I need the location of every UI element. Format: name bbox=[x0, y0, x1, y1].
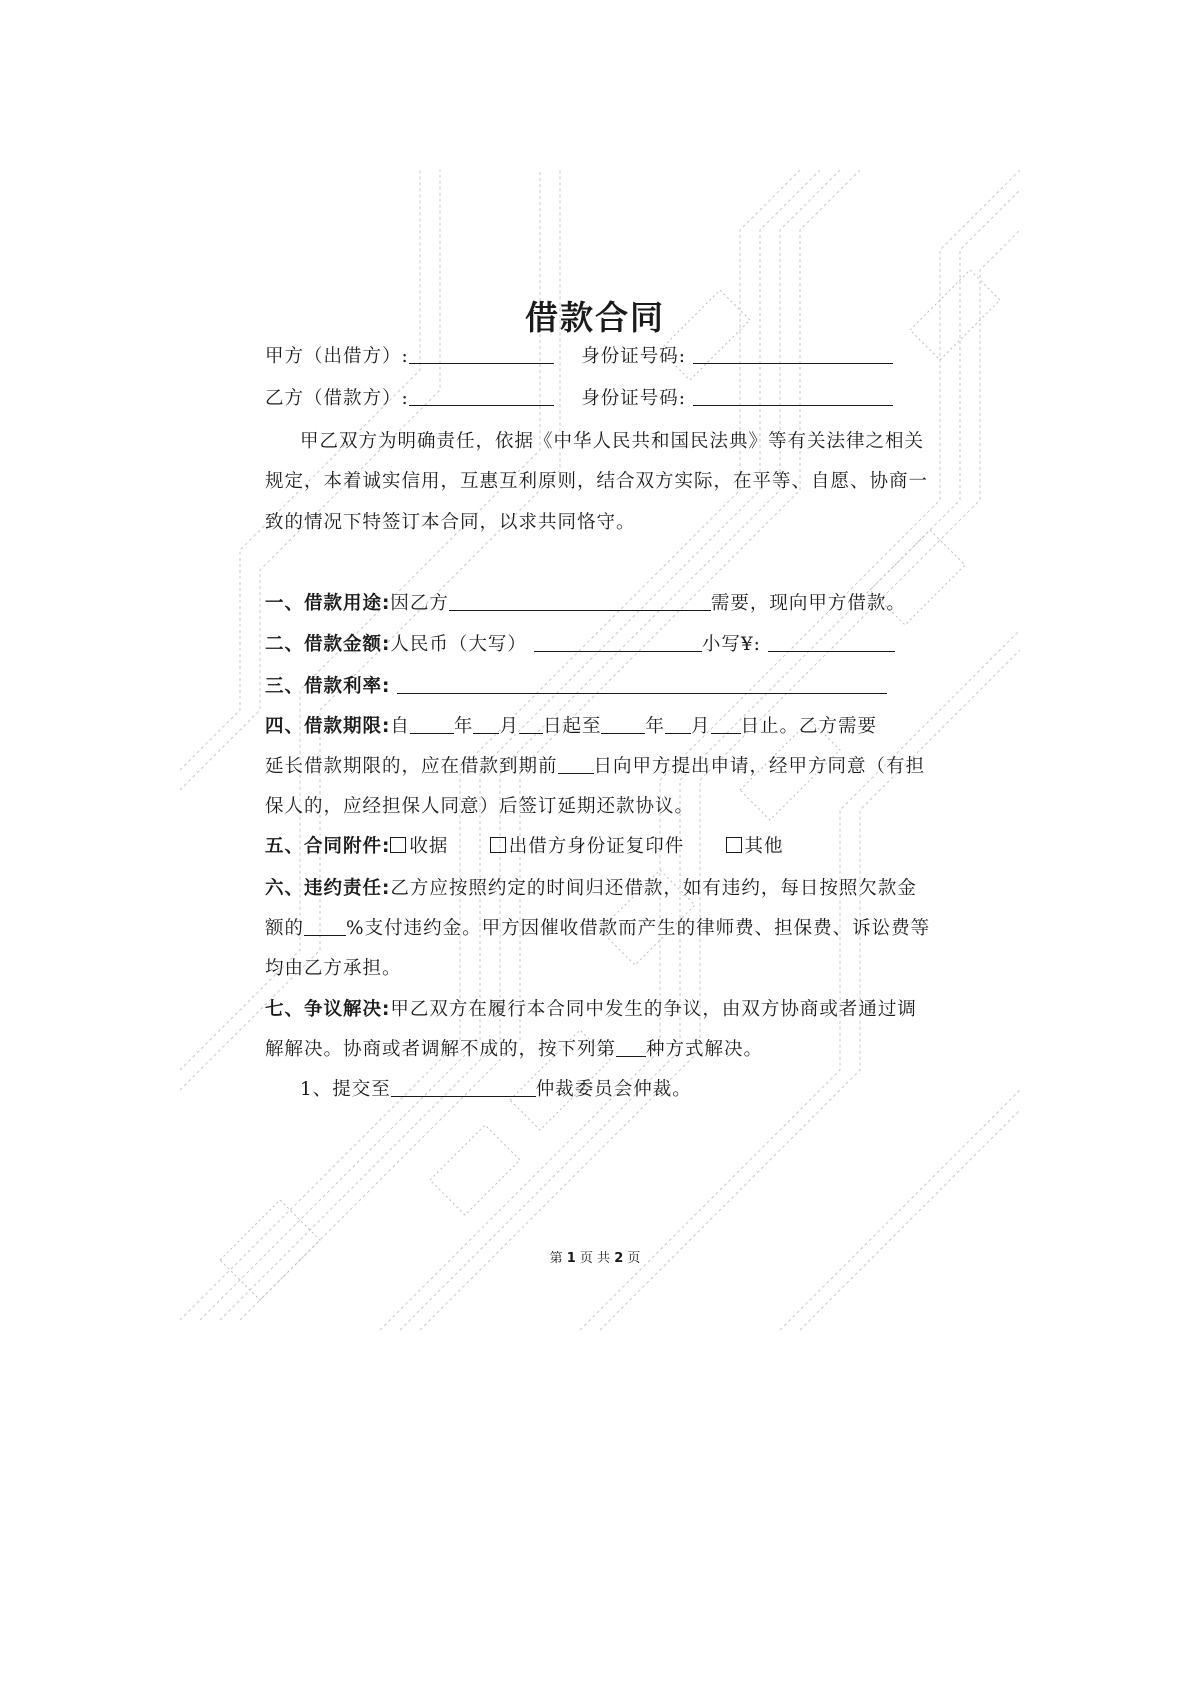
section-term bbox=[265, 715, 877, 739]
dispute-line-1: 甲乙双方在履行本合同中发生的争议，由双方协商或者通过调 bbox=[390, 999, 917, 1020]
party-a-label: 甲方（出借方）: bbox=[265, 346, 409, 367]
section-liability-heading: 六、违约责任: bbox=[265, 878, 391, 899]
party-b-name-field[interactable] bbox=[409, 387, 554, 406]
id-copy-checkbox[interactable] bbox=[490, 837, 506, 853]
party-b-line bbox=[265, 387, 893, 411]
page-number bbox=[0, 1247, 1190, 1266]
party-a-line bbox=[265, 345, 893, 369]
arbitration-committee-field[interactable] bbox=[391, 1078, 536, 1097]
party-a-name-field[interactable] bbox=[409, 345, 554, 364]
section-purpose bbox=[265, 592, 906, 616]
total-pages: 2 bbox=[614, 1251, 624, 1266]
term-from: 自 bbox=[390, 716, 410, 737]
receipt-label: 收据 bbox=[409, 836, 449, 857]
dispute-text-a: 解解决。协商或者调解不成的，按下列第 bbox=[265, 1039, 617, 1060]
id-copy-label: 出借方身份证复印件 bbox=[508, 836, 685, 857]
watermark-pattern bbox=[180, 170, 1020, 1330]
term-extension-text-a: 延长借款期限的，应在借款到期前 bbox=[265, 756, 558, 777]
term-extension-text-b: 日向甲方提出申请，经甲方同意（有担 bbox=[593, 756, 926, 777]
receipt-checkbox[interactable] bbox=[390, 837, 406, 853]
section-amount bbox=[265, 633, 895, 657]
term-year-2: 年 bbox=[645, 716, 665, 737]
dispute-method-field[interactable] bbox=[616, 1038, 646, 1057]
intro-line-3: 致的情况下特签订本合同，以求共同恪守。 bbox=[265, 512, 636, 533]
term-start-year-field[interactable] bbox=[410, 715, 454, 734]
other-checkbox[interactable] bbox=[726, 837, 742, 853]
term-end-day-field[interactable] bbox=[711, 715, 741, 734]
section-purpose-heading: 一、借款用途: bbox=[265, 593, 391, 614]
party-a-id-label: 身份证号码: bbox=[581, 346, 686, 367]
current-page: 1 bbox=[566, 1251, 576, 1266]
intro-line-1: 甲乙双方为明确责任，依据《中华人民共和国民法典》等有关法律之相关 bbox=[300, 431, 925, 452]
rate-field[interactable] bbox=[397, 675, 887, 694]
section-rate bbox=[265, 675, 887, 699]
section-liability bbox=[265, 877, 917, 901]
liability-text-b: %支付违约金。甲方因催收借款而产生的律师费、担保费、诉讼费等 bbox=[346, 918, 931, 939]
term-extension-days-field[interactable] bbox=[558, 755, 594, 774]
page-mid: 页 共 bbox=[579, 1251, 611, 1266]
amount-figure-label: 小写¥: bbox=[701, 634, 761, 655]
party-b-label: 乙方（借款方）: bbox=[265, 388, 409, 409]
section-rate-heading: 三、借款利率: bbox=[265, 676, 391, 697]
arbitration-suffix: 仲裁委员会仲裁。 bbox=[535, 1079, 692, 1100]
term-month-1: 月 bbox=[499, 716, 519, 737]
liability-line-3: 均由乙方承担。 bbox=[265, 958, 402, 979]
page-end: 页 bbox=[627, 1251, 641, 1266]
party-a-id-field[interactable] bbox=[693, 345, 893, 364]
purpose-suffix: 需要，现向甲方借款。 bbox=[710, 593, 906, 614]
amount-figure-field[interactable] bbox=[768, 633, 895, 652]
arbitration-prefix: 1、提交至 bbox=[300, 1079, 391, 1100]
term-start-day-field[interactable] bbox=[519, 715, 543, 734]
term-end-text: 日止。乙方需要 bbox=[740, 716, 878, 737]
section-term-heading: 四、借款期限: bbox=[265, 716, 391, 737]
term-month-2: 月 bbox=[690, 716, 711, 737]
term-line-3: 保人的，应经担保人同意）后签订延期还款协议。 bbox=[265, 796, 695, 817]
party-b-id-label: 身份证号码: bbox=[581, 388, 686, 409]
purpose-field[interactable] bbox=[449, 592, 711, 611]
dispute-item-1 bbox=[300, 1078, 692, 1102]
term-year-1: 年 bbox=[453, 716, 474, 737]
amount-capital-label: 人民币（大写） bbox=[390, 634, 527, 655]
page-title: 借款合同 bbox=[525, 298, 665, 337]
party-b-id-field[interactable] bbox=[693, 387, 893, 406]
intro-line-2: 规定，本着诚实信用，互惠互利原则，结合双方实际，在平等、自愿、协商一 bbox=[265, 471, 929, 492]
dispute-text-b: 种方式解决。 bbox=[646, 1039, 764, 1060]
section-attachments bbox=[265, 835, 784, 859]
liability-line-2 bbox=[265, 917, 930, 941]
section-amount-heading: 二、借款金额: bbox=[265, 634, 391, 655]
term-line-2 bbox=[265, 755, 925, 779]
penalty-rate-field[interactable] bbox=[304, 917, 346, 936]
term-start-month-field[interactable] bbox=[473, 715, 499, 734]
dispute-line-2 bbox=[265, 1038, 763, 1062]
purpose-prefix: 因乙方 bbox=[390, 593, 449, 614]
other-label: 其他 bbox=[744, 836, 784, 857]
page-word: 第 bbox=[549, 1251, 563, 1266]
section-attachments-heading: 五、合同附件: bbox=[265, 836, 391, 857]
term-end-month-field[interactable] bbox=[665, 715, 691, 734]
liability-text-a: 额的 bbox=[265, 918, 305, 939]
liability-line-1: 乙方应按照约定的时间归还借款，如有违约，每日按照欠款金 bbox=[390, 878, 917, 899]
amount-capital-field[interactable] bbox=[534, 633, 702, 652]
section-dispute-heading: 七、争议解决: bbox=[265, 999, 391, 1020]
term-start-text: 日起至 bbox=[542, 716, 602, 737]
section-dispute bbox=[265, 998, 917, 1022]
term-end-year-field[interactable] bbox=[601, 715, 645, 734]
